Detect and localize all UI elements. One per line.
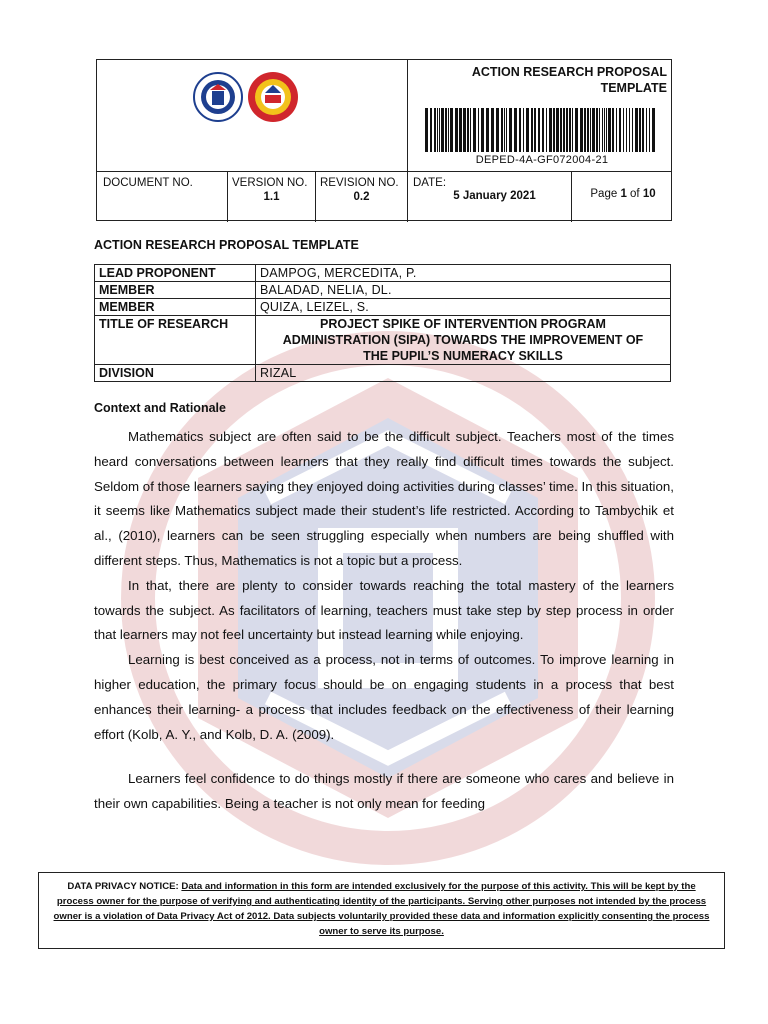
barcode-bar	[580, 108, 583, 152]
member-value: BALADAD, NELIA, DL.	[256, 282, 671, 299]
barcode-bar	[649, 108, 650, 152]
barcode-bar	[542, 108, 544, 152]
barcode-bar	[590, 108, 591, 152]
header-divider	[407, 171, 408, 222]
barcode-bar	[504, 108, 505, 152]
date-label: DATE:	[413, 177, 447, 189]
barcode-bar	[652, 108, 655, 152]
barcode	[423, 108, 659, 152]
barcode-bar	[506, 108, 507, 152]
barcode-bar	[604, 108, 605, 152]
paragraph: Learners feel confidence to do things mostly if there are someone who cares and believe in their own capabilities. Being a teacher is not only mean for feeding	[94, 771, 674, 812]
table-row	[95, 316, 671, 365]
barcode-number: DEPED-4A-GF072004-21	[475, 154, 609, 166]
title-line: PROJECT SPIKE OF INTERVENTION PROGRAM	[320, 317, 606, 331]
version-no-label: VERSION NO.	[232, 177, 308, 189]
barcode-bar	[592, 108, 595, 152]
header-title-line1: ACTION RESEARCH PROPOSAL	[471, 65, 667, 79]
barcode-bar	[448, 108, 449, 152]
lead-proponent-label: LEAD PROPONENT	[95, 265, 256, 282]
member-label: MEMBER	[95, 299, 256, 316]
barcode-bar	[587, 108, 589, 152]
barcode-bar	[599, 108, 600, 152]
barcode-bar	[425, 108, 428, 152]
barcode-bar	[612, 108, 614, 152]
barcode-bar	[566, 108, 568, 152]
title-of-research-label: TITLE OF RESEARCH	[95, 316, 256, 365]
context-heading: Context and Rationale	[94, 401, 226, 415]
barcode-bar	[455, 108, 458, 152]
barcode-bar	[549, 108, 552, 152]
barcode-bar	[473, 108, 476, 152]
barcode-bar	[437, 108, 438, 152]
barcode-bar	[509, 108, 512, 152]
barcode-bar	[459, 108, 462, 152]
barcode-bar	[584, 108, 586, 152]
barcode-bar	[467, 108, 469, 152]
barcode-bar	[635, 108, 638, 152]
barcode-bar	[569, 108, 571, 152]
privacy-notice-lead: DATA PRIVACY NOTICE:	[67, 881, 179, 892]
section-title: ACTION RESEARCH PROPOSAL TEMPLATE	[94, 238, 359, 252]
page-indicator	[573, 188, 673, 200]
division-label: DIVISION	[95, 365, 256, 382]
barcode-bar	[481, 108, 484, 152]
barcode-bar	[445, 108, 447, 152]
barcode-bar	[632, 108, 633, 152]
barcode-bar	[575, 108, 578, 152]
barcode-bar	[501, 108, 503, 152]
member-value: QUIZA, LEIZEL, S.	[256, 299, 671, 316]
barcode-bar	[606, 108, 607, 152]
barcode-bar	[531, 108, 533, 152]
table-row	[95, 265, 671, 282]
proposal-info-table	[94, 264, 671, 382]
barcode-bar	[470, 108, 471, 152]
date-value: 5 January 2021	[453, 190, 536, 202]
paragraph: In that, there are plenty to consider towards reaching the total mastery of the learners towards the subject. As facilitators of learning, teachers must take step by step process in order that learners may not feel uncertainty but instead learning while enjoying.	[94, 577, 674, 643]
lead-proponent-value: DAMPOG, MERCEDITA, P.	[256, 265, 671, 282]
division-value: RIZAL	[256, 365, 671, 382]
barcode-bar	[629, 108, 630, 152]
page-current: 1	[620, 188, 627, 200]
barcode-bar	[526, 108, 529, 152]
barcode-bar	[623, 108, 624, 152]
privacy-notice-text: Data and information in this form are intended exclusively for the purpose of this activity. This will be kept by the process owner for the purpose of verifying and authenticating identity of the participants. Serving other purposes not intended by the process owner is a violation of Data Privacy Act of 2012. Data subjects voluntarily provided these data and information explicitly consenting the process owner to serve its purpose.	[53, 881, 710, 937]
revision-no-value: 0.2	[353, 191, 370, 203]
member-label: MEMBER	[95, 282, 256, 299]
page-prefix: Page	[590, 188, 621, 200]
page-total: 10	[642, 188, 656, 200]
table-row	[95, 282, 671, 299]
barcode-bar	[478, 108, 479, 152]
barcode-bar	[534, 108, 536, 152]
header-title	[417, 64, 667, 96]
header-divider	[97, 171, 671, 172]
barcode-bar	[491, 108, 494, 152]
barcode-bar	[563, 108, 565, 152]
barcode-bar	[439, 108, 440, 152]
barcode-bar	[450, 108, 453, 152]
barcode-bar	[434, 108, 436, 152]
barcode-bar	[514, 108, 517, 152]
barcode-bar	[553, 108, 555, 152]
barcode-bar	[642, 108, 644, 152]
page-of: of	[626, 188, 643, 200]
barcode-bar	[639, 108, 641, 152]
barcode-bar	[572, 108, 573, 152]
barcode-bar	[523, 108, 524, 152]
revision-no-label: REVISION NO.	[320, 177, 399, 189]
barcode-bar	[496, 108, 499, 152]
paragraph: Mathematics subject are often said to be the difficult subject. Teachers most of the times heard conversations between learners that they really find difficult times towards the subject. Seldom of those learners saying they enjoyed doing activities during classes’ time. In this situation, it seems like Mathematics subject made their student’s life restricted. According to Tambychik et al., (2010), learners can be seen struggling especially when numbers are being shuffled with different steps. Thus, Mathematics is not a topic but a process.	[94, 429, 674, 568]
barcode-bar	[556, 108, 559, 152]
title-line: ADMINISTRATION (SIPA) TOWARDS THE IMPROVEMENT OF	[282, 333, 644, 347]
data-privacy-notice	[38, 872, 725, 949]
barcode-bar	[463, 108, 466, 152]
title-line: THE PUPIL’S NUMERACY SKILLS	[363, 349, 563, 363]
table-row	[95, 299, 671, 316]
barcode-bar	[616, 108, 617, 152]
document-no-label: DOCUMENT NO.	[103, 177, 193, 189]
header-title-line2: TEMPLATE	[600, 81, 667, 95]
barcode-bar	[602, 108, 603, 152]
barcode-bar	[596, 108, 598, 152]
deped-seal-logo	[193, 72, 243, 122]
barcode-bar	[646, 108, 647, 152]
barcode-bar	[619, 108, 621, 152]
paragraph: Learning is best conceived as a process, not in terms of outcomes. To improve learning in higher education, the primary focus should be on engaging students in a process that best enhances their learning- a process that includes feedback on the effectiveness of their learning effort (Kolb, A. Y., and Kolb, D. A. (2009).	[94, 652, 674, 742]
header-divider	[407, 60, 408, 171]
barcode-bar	[538, 108, 540, 152]
barcode-bar	[441, 108, 444, 152]
title-of-research-value	[256, 316, 671, 365]
barcode-bar	[608, 108, 611, 152]
barcode-bar	[626, 108, 627, 152]
barcode-bar	[560, 108, 562, 152]
version-no-value: 1.1	[263, 191, 280, 203]
context-body	[94, 425, 674, 817]
region-seal-logo	[247, 71, 299, 123]
table-row	[95, 365, 671, 382]
barcode-bar	[519, 108, 521, 152]
barcode-bar	[430, 108, 432, 152]
barcode-bar	[486, 108, 489, 152]
document-header	[96, 59, 672, 221]
barcode-bar	[546, 108, 547, 152]
